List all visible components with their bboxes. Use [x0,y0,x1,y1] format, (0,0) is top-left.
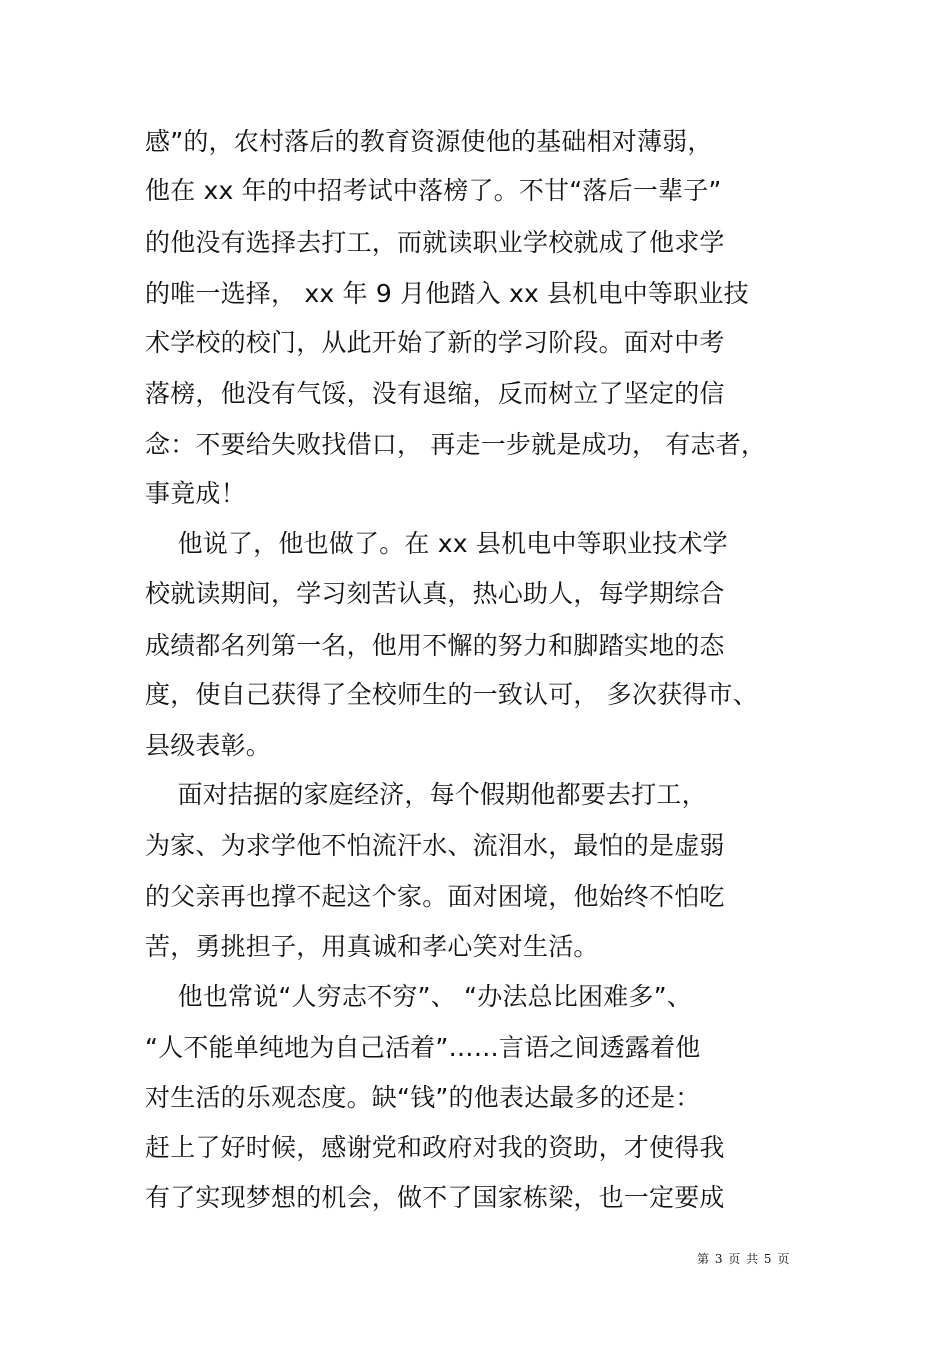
text-line: 面对拮据的家庭经济，每个假期他都要去打工， [145,780,707,809]
text-line: 落榜，他没有气馁，没有退缩，反而树立了坚定的信 [145,379,725,408]
text-line: 他也常说“人穷志不穷”、 “办法总比困难多”、 [145,982,692,1011]
text-line: 感”的，农村落后的教育资源使他的基础相对薄弱， [145,127,713,156]
text-line: 术学校的校门，从此开始了新的学习阶段。面对中考 [145,328,725,357]
text-line: 苦，勇挑担子，用真诚和孝心笑对生活。 [145,932,599,961]
page-number: 第 3 页 共 5 页 [697,1252,791,1266]
text-line: 他在 xx 年的中招考试中落榜了。不甘“落后一辈子” [145,176,722,205]
text-line: 县级表彰。 [145,731,272,760]
text-line: 对生活的乐观态度。缺“钱”的他表达最多的还是： [145,1083,701,1112]
text-line: 有了实现梦想的机会，做不了国家栋梁，也一定要成 [145,1183,725,1212]
text-line: “人不能单纯地为自己活着”……言语之间透露着他 [145,1033,701,1062]
text-line: 成绩都名列第一名，他用不懈的努力和脚踏实地的态 [145,631,725,660]
text-line: 校就读期间，学习刻苦认真，热心助人，每学期综合 [145,579,725,608]
text-line: 赶上了好时候，感谢党和政府对我的资助，才使得我 [145,1133,725,1162]
text-line: 为家、为求学他不怕流汗水、流泪水，最怕的是虚弱 [145,831,725,860]
text-line: 度，使自己获得了全校师生的一致认可， 多次获得市、 [145,680,758,709]
text-line: 事竟成！ [145,479,246,508]
text-line: 念：不要给失败找借口， 再走一步就是成功， 有志者， [145,430,767,459]
text-line: 他说了，他也做了。在 xx 县机电中等职业技术学 [145,529,728,558]
text-line: 的父亲再也撑不起这个家。面对困境，他始终不怕吃 [145,882,725,911]
text-line: 的他没有选择去打工，而就读职业学校就成了他求学 [145,228,725,257]
text-line: 的唯一选择， xx 年 9 月他踏入 xx 县机电中等职业技 [145,279,749,308]
